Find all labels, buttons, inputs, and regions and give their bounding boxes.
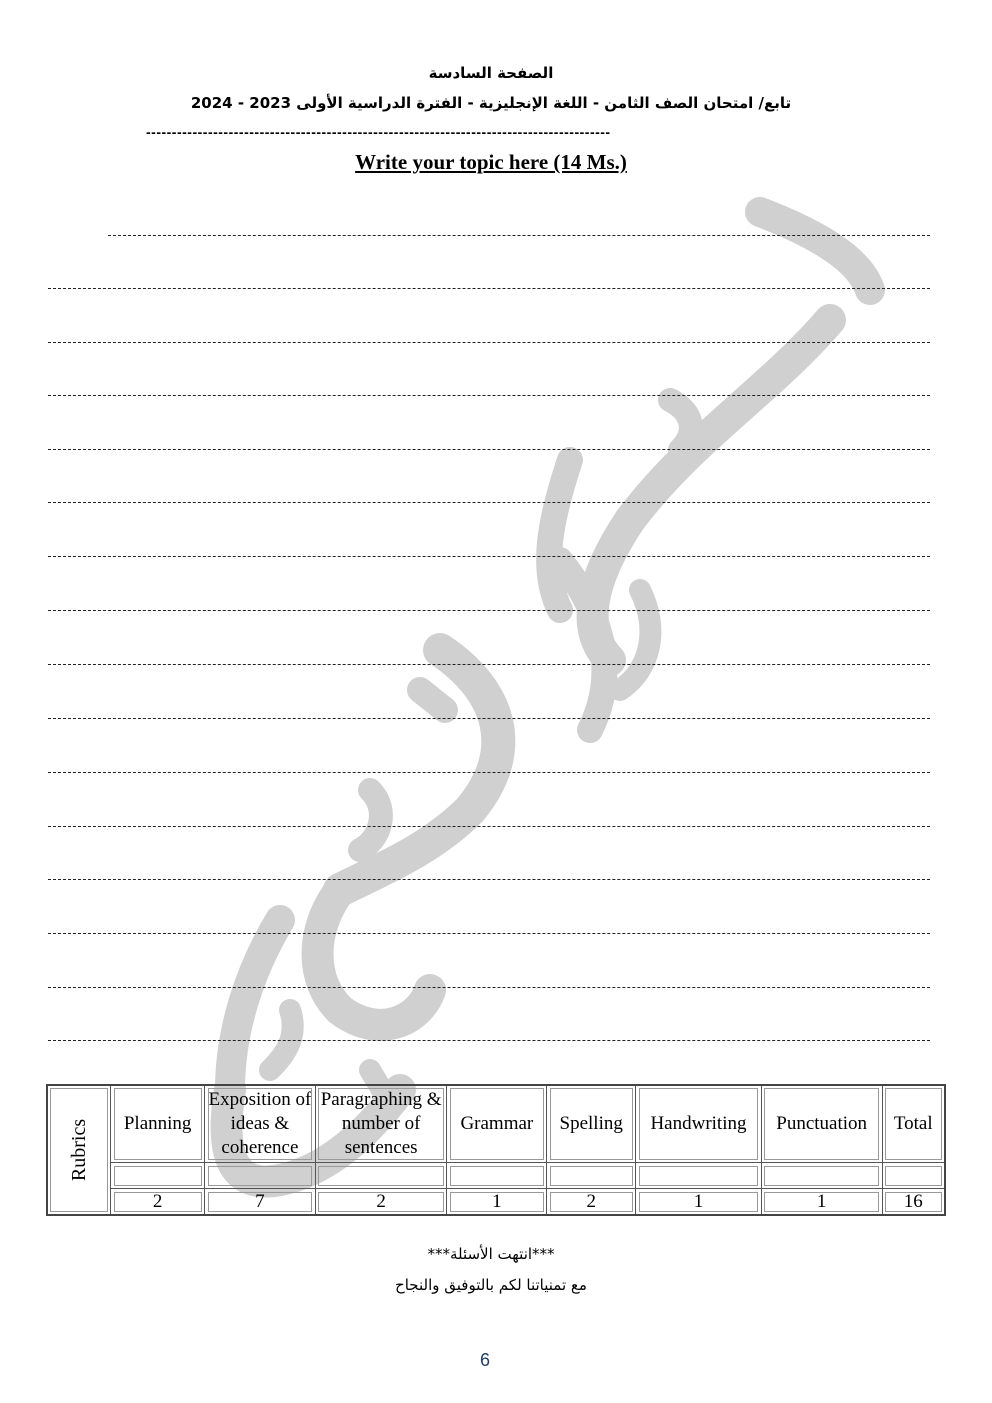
header-spelling: Spelling	[547, 1085, 636, 1163]
page-title: الصفحة السادسة	[428, 64, 554, 82]
mark-exposition: 7	[205, 1189, 316, 1216]
header-divider: ------------------------------------------------------------------------------------------	[146, 124, 611, 140]
mark-punctuation: 1	[761, 1189, 882, 1216]
score-cell-handwriting[interactable]	[636, 1163, 762, 1189]
score-cell-punctuation[interactable]	[761, 1163, 882, 1189]
header-handwriting: Handwriting	[636, 1085, 762, 1163]
mark-paragraphing: 2	[315, 1189, 447, 1216]
header-paragraphing: Paragraphing & number of sentences	[315, 1085, 447, 1163]
mark-grammar: 1	[447, 1189, 547, 1216]
page-number: 6	[479, 1350, 490, 1370]
score-cell-spelling[interactable]	[547, 1163, 636, 1189]
score-cell-grammar[interactable]	[447, 1163, 547, 1189]
score-cell-total[interactable]	[882, 1163, 945, 1189]
writing-line[interactable]	[48, 664, 930, 665]
writing-line[interactable]	[48, 610, 930, 611]
mark-total: 16	[882, 1189, 945, 1216]
mark-planning: 2	[111, 1189, 205, 1216]
rubrics-side-label: Rubrics	[68, 1118, 91, 1181]
score-cell-planning[interactable]	[111, 1163, 205, 1189]
topic-heading: Write your topic here (14 Ms.)	[355, 150, 627, 174]
header-total: Total	[882, 1085, 945, 1163]
watermark-icon	[170, 190, 890, 1230]
rubrics-table	[46, 1084, 946, 1216]
writing-line[interactable]	[48, 1040, 930, 1041]
writing-line[interactable]	[48, 556, 930, 557]
page-subtitle: تابع/ امتحان الصف الثامن - اللغة الإنجليزية - الفترة الدراسية الأولى 2023 - 2024	[190, 94, 792, 112]
writing-line[interactable]	[48, 826, 930, 827]
header-planning: Planning	[111, 1085, 205, 1163]
header-exposition: Exposition of ideas & coherence	[205, 1085, 316, 1163]
writing-line[interactable]	[48, 502, 930, 503]
mark-spelling: 2	[547, 1189, 636, 1216]
writing-line[interactable]	[48, 342, 930, 343]
writing-line[interactable]	[48, 933, 930, 934]
score-cell-exposition[interactable]	[205, 1163, 316, 1189]
mark-handwriting: 1	[636, 1189, 762, 1216]
end-of-questions-note: ***انتهت الأسئلة***	[427, 1245, 555, 1263]
writing-line[interactable]	[48, 718, 930, 719]
writing-line[interactable]	[48, 772, 930, 773]
header-grammar: Grammar	[447, 1085, 547, 1163]
writing-line[interactable]	[108, 235, 930, 236]
score-cell-paragraphing[interactable]	[315, 1163, 447, 1189]
writing-line[interactable]	[48, 395, 930, 396]
good-luck-note: مع تمنياتنا لكم بالتوفيق والنجاح	[395, 1276, 587, 1294]
rubrics-label	[47, 1085, 111, 1215]
writing-line[interactable]	[48, 449, 930, 450]
writing-line[interactable]	[48, 288, 930, 289]
writing-line[interactable]	[48, 987, 930, 988]
writing-line[interactable]	[48, 879, 930, 880]
header-punctuation: Punctuation	[761, 1085, 882, 1163]
